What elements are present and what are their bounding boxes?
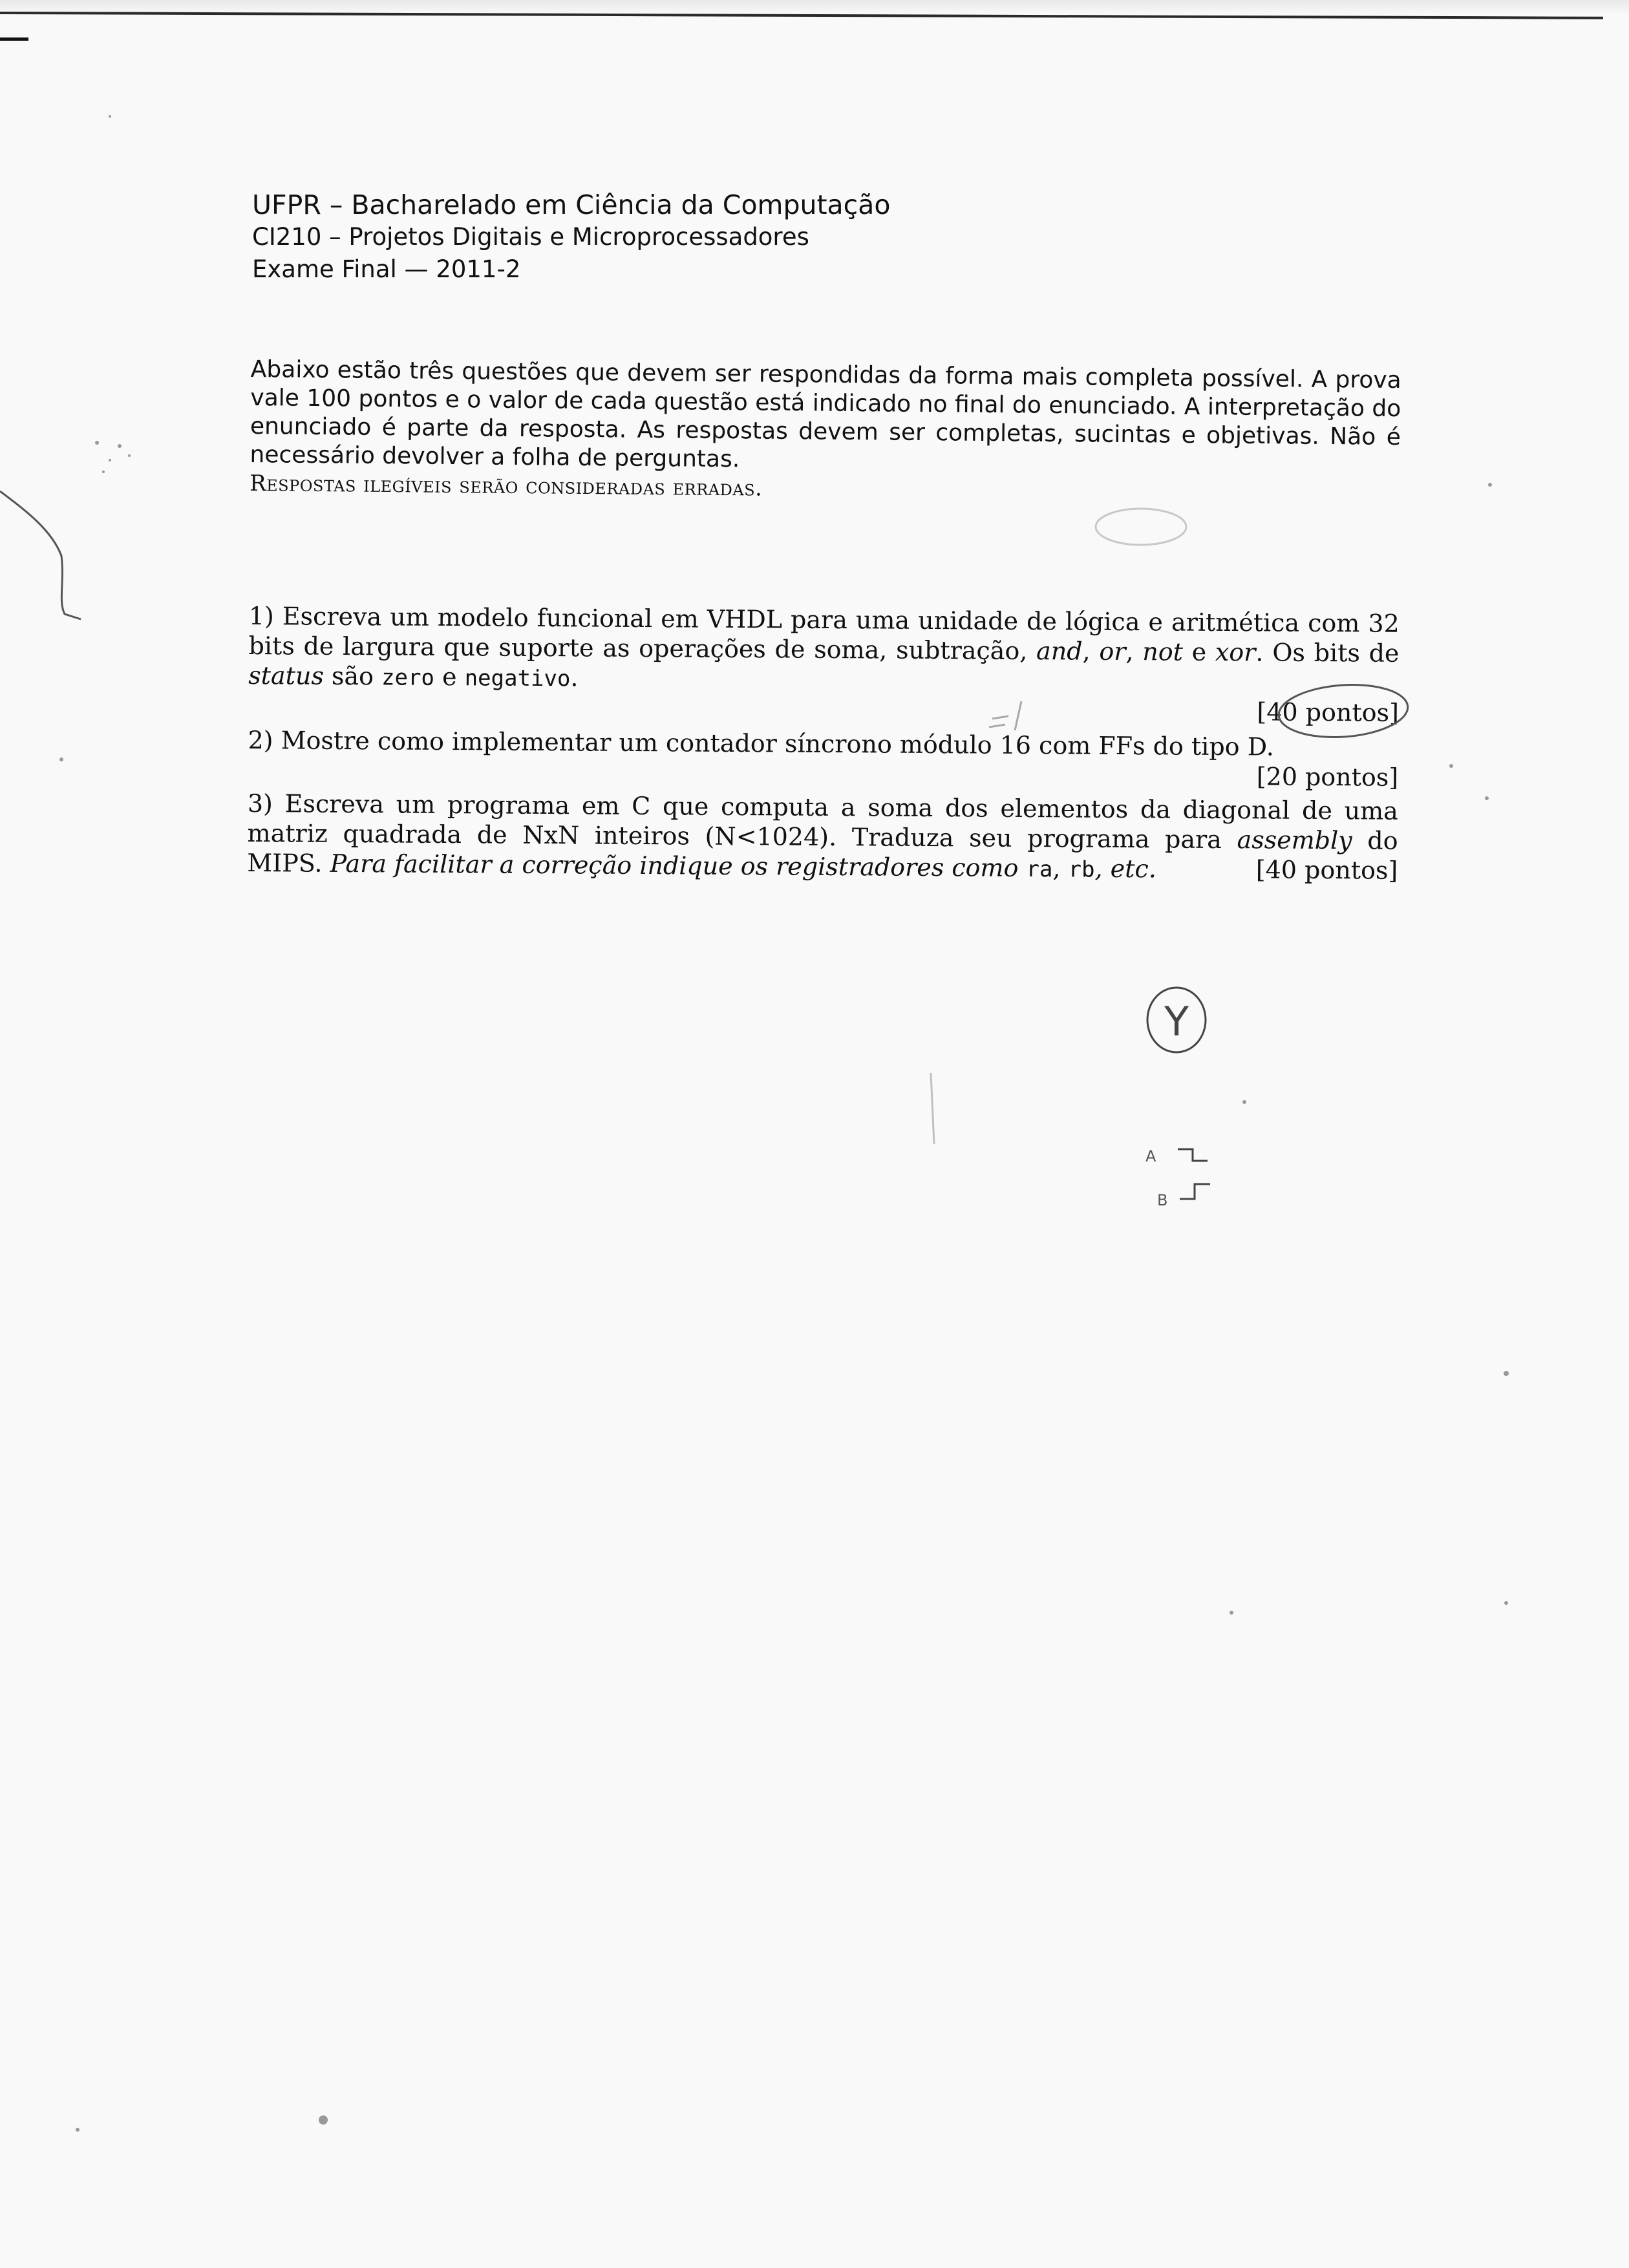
question-3-points: [40 pontos] [1255,855,1398,885]
institution-line: UFPR – Bacharelado em Ciência da Computação [252,189,891,220]
question-1-text: e [434,662,465,692]
instructions-paragraph: Abaixo estão três questões que devem ser respondidas da forma mais completa possível. A prova vale 100 pontos e o valor de cada questão está indicado no final do enunciado. A interpretação do enunciado é parte da resposta. As respostas devem ser completas, sucintas e objetivas. Não é necessário devolver a folha de perguntas. [250,355,1401,473]
zero-flag: zero [381,664,435,691]
course-line: CI210 – Projetos Digitais e Microprocessadores [252,223,809,251]
instructions [250,355,1401,509]
faint-scribble [1096,509,1186,545]
register-rb: rb [1068,856,1095,883]
question-2-points: [20 pontos] [1256,762,1399,792]
question-3-note: Para facilitar a correção indique os registradores como [330,849,1027,882]
illegible-warning: Respostas ilegíveis serão consideradas erradas. [249,470,763,502]
questions-list [247,601,1400,920]
question-3 [247,789,1398,887]
negativo-flag: negativo [464,665,571,692]
separator: e [1182,637,1216,666]
separator: , [1125,637,1143,666]
circled-letter: Y [1164,998,1189,1045]
question-3-note: , etc. [1094,854,1157,884]
question-1 [248,601,1400,727]
question-1-text: . Os bits de [1255,638,1400,668]
left-margin-mark [0,491,81,619]
waveform-label-a: A [1145,1147,1156,1165]
op-and: and [1036,637,1083,666]
op-not: not [1142,637,1184,666]
page-edge-mark [0,37,28,41]
question-3-text: 3) Escreva um programa em C que computa a soma dos elementos da diagonal de uma matriz quadrada de NxN inteiros (N<1024). Traduza seu programa para [247,789,1399,854]
question-2 [248,725,1399,792]
question-1-text: . [570,663,579,692]
op-xor: xor [1215,637,1256,667]
exam-header [252,189,890,286]
waveform-b [1180,1184,1210,1199]
question-3-text: do MIPS. [247,826,1398,878]
circled-mark [1147,988,1206,1052]
waveform-label-b: B [1157,1191,1168,1209]
separator: , [1052,854,1069,883]
faint-vertical-mark [931,1073,934,1144]
status-word: status [248,661,325,690]
question-1-text: são [323,661,382,691]
assembly-word: assembly [1237,825,1352,855]
op-or: or [1099,637,1126,666]
separator: , [1082,637,1100,666]
question-1-text: 1) Escreva um modelo funcional em VHDL para uma unidade de lógica e aritmética com 32 bits de largura que suporte as operações de soma, subtração, [248,602,1400,666]
question-1-points: [40 pontos] [1257,697,1400,727]
register-ra: ra [1026,856,1053,883]
exam-line: Exame Final — 2011-2 [252,255,521,283]
waveform-a [1178,1149,1208,1161]
question-2-text: 2) Mostre como implementar um contador síncrono módulo 16 com FFs do tipo D. [248,725,1275,761]
